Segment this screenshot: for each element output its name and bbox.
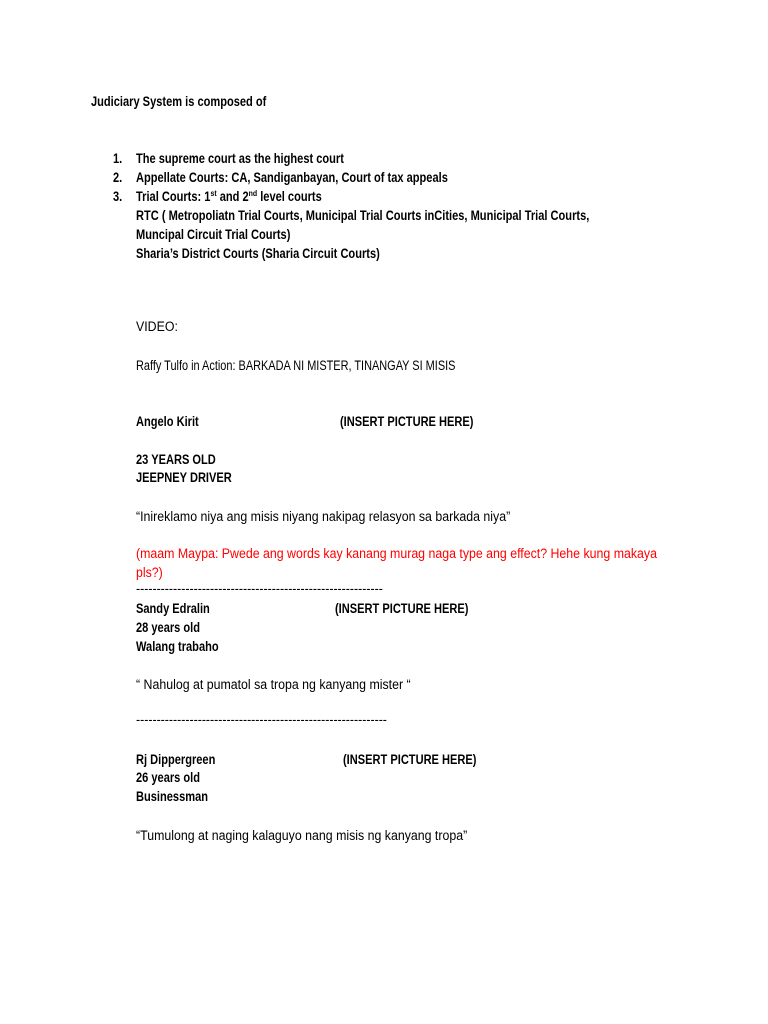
profile-occupation: JEEPNEY DRIVER: [136, 470, 232, 485]
document-heading: Judiciary System is composed of: [91, 94, 267, 109]
trial-courts-text: and 2: [216, 189, 249, 204]
video-title: Raffy Tulfo in Action: BARKADA NI MISTER, TINANGAY SI MISIS: [136, 358, 456, 373]
profile-occupation: Businessman: [136, 789, 208, 804]
dashed-separator: -------------------------------------------------------------: [136, 712, 387, 727]
list-item-trial-courts: [136, 189, 322, 205]
trial-courts-rtc-line: RTC ( Metropoliatn Trial Courts, Municipal Trial Courts inCities, Municipal Trial Courts,: [136, 208, 590, 223]
list-item-supreme-court: The supreme court as the highest court: [136, 151, 344, 166]
list-number: 2.: [113, 170, 123, 185]
profile-age: 26 years old: [136, 770, 200, 785]
picture-placeholder: (INSERT PICTURE HERE): [340, 414, 474, 429]
superscript-nd: nd: [248, 188, 258, 198]
picture-placeholder: (INSERT PICTURE HERE): [335, 601, 469, 616]
list-number: 3.: [113, 189, 123, 204]
dashed-separator: ------------------------------------------------------------: [136, 581, 383, 596]
video-label: VIDEO:: [136, 319, 178, 334]
superscript-st: st: [210, 188, 217, 198]
list-number: 1.: [113, 151, 123, 166]
trial-courts-circuit-line: Muncipal Circuit Trial Courts): [136, 227, 291, 242]
red-note-line: pls?): [136, 565, 163, 580]
profile-name: Sandy Edralin: [136, 601, 210, 616]
red-note-line: (maam Maypa: Pwede ang words kay kanang murag naga type ang effect? Hehe kung makaya: [136, 546, 657, 561]
trial-courts-text: Trial Courts: 1: [136, 189, 211, 204]
profile-age: 23 YEARS OLD: [136, 452, 216, 467]
profile-quote: “ Nahulog at pumatol sa tropa ng kanyang mister “: [136, 677, 411, 692]
profile-quote: “Tumulong at naging kalaguyo nang misis ng kanyang tropa”: [136, 828, 468, 843]
profile-age: 28 years old: [136, 620, 200, 635]
profile-name: Rj Dippergreen: [136, 752, 216, 767]
trial-courts-text: level courts: [257, 189, 322, 204]
picture-placeholder: (INSERT PICTURE HERE): [343, 752, 477, 767]
list-item-appellate-courts: Appellate Courts: CA, Sandiganbayan, Court of tax appeals: [136, 170, 448, 185]
profile-name: Angelo Kirit: [136, 414, 199, 429]
trial-courts-sharia-line: Sharia’s District Courts (Sharia Circuit Courts): [136, 246, 380, 261]
profile-quote: “Inireklamo niya ang misis niyang nakipag relasyon sa barkada niya”: [136, 509, 511, 524]
profile-occupation: Walang trabaho: [136, 639, 219, 654]
